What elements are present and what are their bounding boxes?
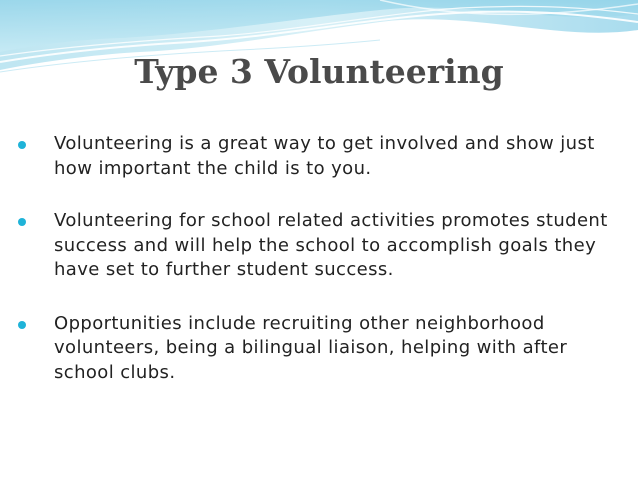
bullet-item bbox=[18, 132, 618, 181]
bullet-item bbox=[18, 312, 618, 386]
slide-title: Type 3 Volunteering bbox=[134, 52, 504, 91]
bullet-list bbox=[18, 132, 618, 385]
bullet-dot-icon bbox=[18, 141, 26, 149]
bullet-item bbox=[18, 209, 618, 283]
bullet-dot-icon bbox=[18, 218, 26, 226]
bullet-text: Volunteering for school related activities promotes student success and will help the school to accomplish goals they have set to further student success. bbox=[54, 210, 608, 280]
bullet-dot-icon bbox=[18, 321, 26, 329]
bullet-text: Volunteering is a great way to get involved and show just how important the child is to you. bbox=[54, 133, 595, 179]
bullet-text: Opportunities include recruiting other neighborhood volunteers, being a bilingual liaison, helping with after school clubs. bbox=[54, 312, 568, 383]
